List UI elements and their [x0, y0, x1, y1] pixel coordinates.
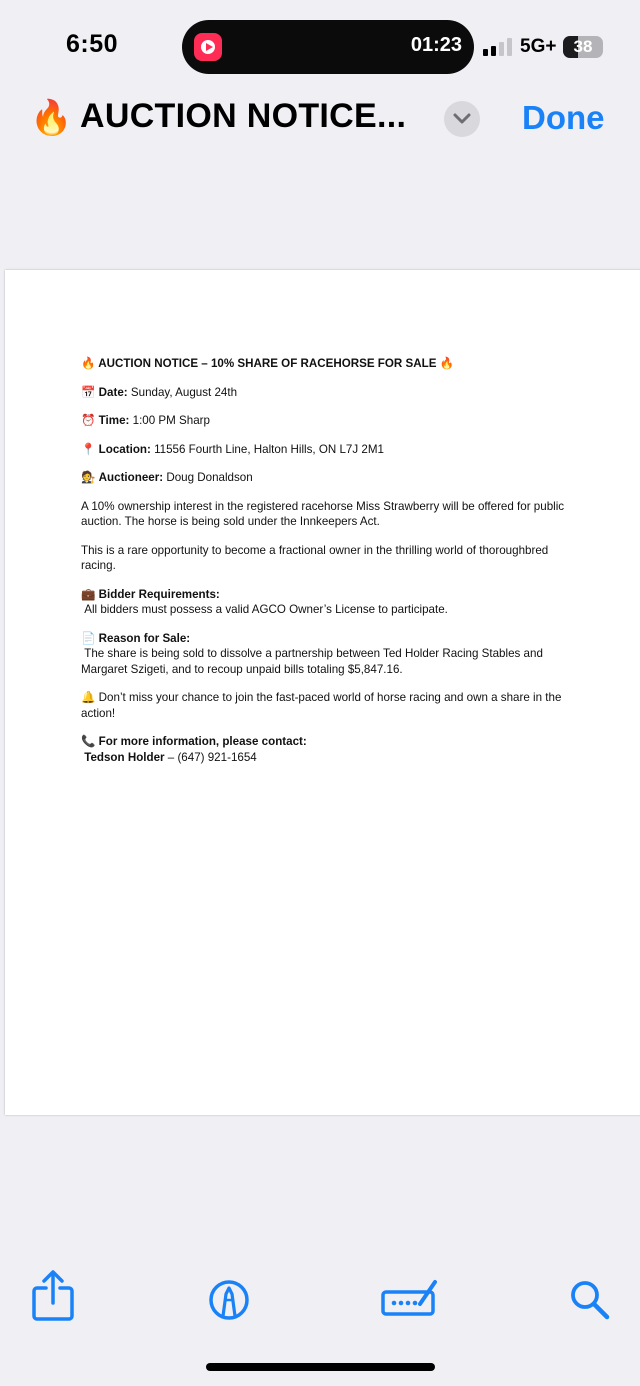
share-icon — [29, 1270, 77, 1322]
contact-phone: – (647) 921-1654 — [167, 750, 257, 764]
date-line: 📅 Date: Sunday, August 24th — [81, 385, 238, 399]
briefcase-emoji: 💼 — [81, 587, 96, 601]
notice-heading: 🔥 AUCTION NOTICE – 10% SHARE OF RACEHORSE FOR SALE 🔥 — [81, 357, 455, 370]
document-title[interactable]: AUCTION NOTICE... — [80, 97, 407, 135]
battery-percentage: 38 — [573, 37, 593, 56]
island-timer: 01:23 — [410, 34, 462, 56]
location-line: 📍 Location: 11556 Fourth Line, Halton Hills, ON L7J 2M1 — [81, 442, 384, 456]
home-indicator[interactable] — [206, 1363, 435, 1371]
contact-name: Tedson Holder — [84, 750, 165, 764]
dynamic-island[interactable] — [182, 20, 474, 74]
phone-emoji: 📞 — [81, 735, 96, 748]
auctioneer-line: 🧑‍⚖️ Auctioneer: Doug Donaldson — [81, 471, 253, 484]
chevron-down-icon — [453, 111, 471, 127]
fire-emoji: 🔥 — [81, 357, 96, 370]
closing-line: 🔔 Don’t miss your chance to join the fast-paced world of horse racing and own a share in the action! — [81, 691, 562, 720]
document-emoji: 📄 — [81, 631, 96, 645]
alarm-clock-emoji: ⏰ — [81, 414, 96, 427]
done-button[interactable]: Done — [522, 99, 605, 136]
status-time: 6:50 — [66, 30, 119, 58]
opportunity-paragraph: This is a rare opportunity to become a fractional owner in the thrilling world of thoroughbred racing. — [81, 543, 549, 572]
reason-for-sale: 📄 Reason for Sale: The share is being sold to dissolve a partnership between Ted Holder Racing Stables and Margaret Szigeti, and to recoup unpaid bills totaling $5,847.16. — [81, 631, 543, 676]
share-button[interactable] — [29, 1270, 77, 1318]
network-type: 5G+ — [520, 36, 557, 57]
battery-icon — [563, 36, 603, 58]
document-content — [81, 356, 581, 765]
bell-emoji: 🔔 — [81, 691, 96, 704]
bidder-requirements: 💼 Bidder Requirements: All bidders must possess a valid AGCO Owner’s License to participate. — [81, 587, 448, 616]
document-page[interactable] — [5, 270, 640, 1115]
contact-info: 📞 For more information, please contact: Tedson Holder – (647) 921-1654 — [81, 735, 307, 764]
markup-button[interactable] — [205, 1276, 253, 1324]
signature-button[interactable] — [380, 1276, 440, 1324]
search-button[interactable] — [568, 1278, 616, 1326]
description-paragraph: A 10% ownership interest in the registered racehorse Miss Strawberry will be offered for public auction. The horse is being sold under the Innkeepers Act. — [81, 499, 565, 528]
calendar-emoji: 📅 — [81, 385, 96, 399]
time-line: ⏰ Time: 1:00 PM Sharp — [81, 414, 210, 427]
title-fire-emoji: 🔥 — [30, 99, 73, 137]
search-icon — [568, 1278, 612, 1322]
markup-icon — [205, 1276, 253, 1324]
signature-icon — [380, 1276, 440, 1324]
recording-app-icon — [194, 33, 222, 61]
pin-emoji: 📍 — [81, 442, 96, 456]
fire-emoji: 🔥 — [439, 357, 455, 370]
cellular-signal-icon — [483, 38, 515, 56]
judge-emoji: 🧑‍⚖️ — [81, 471, 96, 484]
title-chevron-button[interactable] — [444, 101, 480, 137]
